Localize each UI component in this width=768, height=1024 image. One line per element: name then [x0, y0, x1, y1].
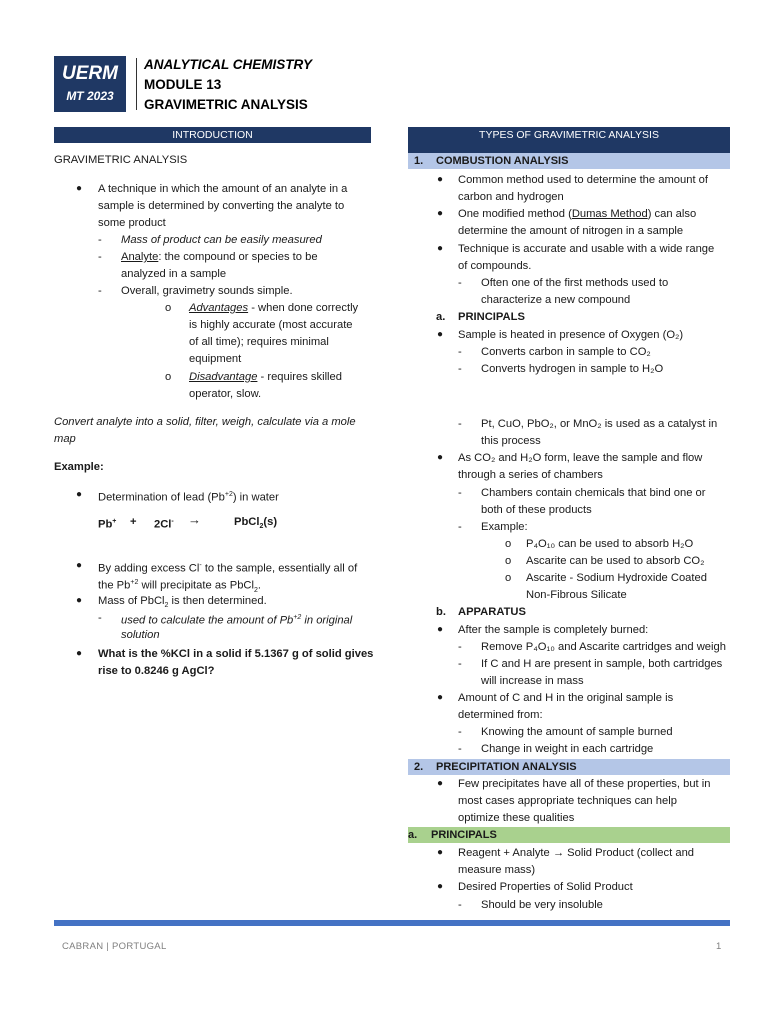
circle-bullet-icon: o [505, 555, 512, 567]
sub-point: Converts carbon in sample to CO₂ [481, 346, 651, 358]
dash-icon: - [98, 251, 102, 263]
combustion-line: Technique is accurate and usable with a wide range [458, 243, 715, 255]
apparatus-line: After the sample is completely burned: [458, 624, 649, 636]
sub-point: will increase in mass [481, 675, 584, 687]
precipitation-line: most cases appropriate techniques can help [458, 795, 677, 807]
example-item: P₄O₁₀ can be used to absorb H₂O [526, 538, 694, 550]
convert-note: map [54, 433, 76, 445]
intro-line: sample is determined by converting the analyte to [98, 200, 345, 212]
dash-icon: - [98, 234, 102, 246]
logo-line1: UERM [62, 63, 118, 84]
chloride-line: the $Pb^{+2}$ will precipitate as PbCl$_2$. [98, 579, 262, 594]
advantages-line: Advantages - when done correctly [189, 302, 359, 314]
equation-reactant-cl: 2Cl- [154, 518, 174, 531]
circle-bullet-icon: o [165, 371, 172, 383]
sub-point: Chambers contain chemicals that bind one or [481, 487, 706, 499]
logo-line2: MT 2023 [66, 89, 114, 103]
sub-point: equipment [189, 353, 242, 365]
combustion-heading: 1. COMBUSTION ANALYSIS [408, 153, 730, 169]
combustion-line: carbon and hydrogen [458, 191, 564, 203]
bullet-icon: ● [437, 329, 444, 340]
analyte-term: Analyte [121, 251, 159, 263]
sub-point: Mass of product can be easily measured [121, 234, 322, 246]
dash-icon: - [458, 521, 462, 533]
sub-point: If C and H are present in sample, both cartridges [481, 658, 723, 670]
precipitation-principals-heading: a. PRINCIPALS [408, 827, 730, 843]
apparatus-label: b. [436, 606, 446, 618]
principal-line: through a series of chambers [458, 469, 603, 481]
bullet-icon: ● [437, 692, 444, 703]
sub-point: Knowing the amount of sample burned [481, 726, 673, 738]
principal-line: As CO₂ and H₂O form, leave the sample and flow [458, 452, 703, 464]
bullet-icon: ● [437, 847, 444, 858]
bullet-icon: ● [76, 595, 83, 606]
dash-icon: - [458, 641, 462, 653]
dash-icon: - [458, 658, 462, 670]
sub-point: characterize a new compound [481, 294, 631, 306]
dash-icon: - [458, 726, 462, 738]
sub-point: Change in weight in each cartridge [481, 743, 654, 755]
intro-subtitle: GRAVIMETRIC ANALYSIS [54, 154, 188, 166]
bullet-icon: ● [437, 881, 444, 892]
circle-bullet-icon: o [165, 302, 172, 314]
dash-icon: - [458, 346, 462, 358]
dash-icon: - [458, 277, 462, 289]
sub-point: of all time); requires minimal [189, 336, 329, 348]
sub-point: Should be very insoluble [481, 899, 603, 911]
dash-icon: - [458, 743, 462, 755]
question-text: rise to 0.8246 g AgCl? [98, 665, 215, 677]
principal-line: Sample is heated in presence of Oxygen (O₂) [458, 329, 684, 341]
question-text: What is the %KCl in a solid if 5.1367 g of solid gives [98, 648, 374, 660]
sub-point: analyzed in a sample [121, 268, 227, 280]
equation-plus: + [130, 516, 137, 528]
uerm-logo [54, 56, 126, 112]
circle-bullet-icon: o [505, 538, 512, 550]
dash-icon: - [458, 418, 462, 430]
example-label: Example: [54, 461, 104, 473]
bullet-icon: ● [437, 624, 444, 635]
bullet-icon: ● [437, 778, 444, 789]
calc-line: used to calculate the amount of $Pb^{+2}$ in original [121, 614, 353, 627]
sub-point: Often one of the first methods used to [481, 277, 669, 289]
course-title: ANALYTICAL CHEMISTRY [144, 57, 313, 72]
types-header: TYPES OF GRAVIMETRIC ANALYSIS [408, 127, 730, 153]
sub-point: both of these products [481, 504, 592, 516]
principals-label: a. [436, 311, 446, 323]
dash-icon: - [98, 612, 102, 624]
advantages-term: Advantages [189, 302, 249, 314]
bullet-icon: ● [437, 243, 444, 254]
footer-rule [54, 920, 730, 926]
page-number: 1 [716, 941, 722, 952]
dumas-line: One modified method (Dumas Method) can also [458, 208, 697, 220]
precipitation-line: Few precipitates have all of these properties, but in [458, 778, 711, 790]
sub-point: operator, slow. [189, 388, 262, 400]
sub-point: Remove P₄O₁₀ and Ascarite cartridges and weigh [481, 641, 726, 653]
analyte-definition: Analyte: the compound or species to be [121, 251, 318, 263]
sub-point: Overall, gravimetry sounds simple. [121, 285, 293, 297]
precipitation-heading: 2. PRECIPITATION ANALYSIS [408, 759, 730, 775]
principals-heading: PRINCIPALS [458, 311, 525, 323]
bullet-icon: ● [76, 183, 83, 194]
principal-line: measure mass) [458, 864, 536, 876]
chloride-line: By adding excess Cl- to the sample, essentially all of [98, 562, 358, 575]
equation-product: PbCl$_2$(s) [234, 516, 278, 531]
disadvantage-line: Disadvantage - requires skilled [189, 371, 342, 383]
combustion-line: determine the amount of nitrogen in a sample [458, 225, 684, 237]
bullet-icon: ● [437, 174, 444, 185]
example-line: Determination of lead $(Pb^{+2})$ in water [98, 491, 279, 504]
apparatus-heading: APPARATUS [458, 606, 526, 618]
bullet-icon: ● [437, 452, 444, 463]
equation-reactant-pb: Pb+ [98, 518, 117, 531]
introduction-header: INTRODUCTION [54, 127, 371, 143]
disadvantage-term: Disadvantage [189, 371, 258, 383]
intro-line: some product [98, 217, 166, 229]
combustion-line: of compounds. [458, 260, 532, 272]
intro-line: A technique in which the amount of an analyte in a [98, 183, 348, 195]
dash-icon: - [458, 899, 462, 911]
sub-point: solution [121, 629, 160, 641]
dash-icon: - [458, 487, 462, 499]
dumas-method-term: Dumas Method [571, 208, 648, 220]
module-title: GRAVIMETRIC ANALYSIS [144, 97, 308, 112]
arrow-icon: → [188, 512, 201, 527]
sub-point: Converts hydrogen in sample to H₂O [481, 363, 664, 375]
dash-icon: - [98, 285, 102, 297]
apparatus-line: Amount of C and H in the original sample is [458, 692, 674, 704]
module-number: MODULE 13 [144, 77, 222, 92]
bullet-icon: ● [76, 648, 83, 659]
sub-point: Example: [481, 521, 528, 533]
circle-bullet-icon: o [505, 572, 512, 584]
bullet-icon: ● [76, 560, 83, 571]
convert-note: Convert analyte into a solid, filter, weigh, calculate via a mole [54, 416, 356, 428]
sub-point: Pt, CuO, PbO₂, or MnO₂ is used as a catalyst in [481, 418, 718, 430]
principal-line: Reagent + Analyte → Solid Product (collect and [458, 847, 695, 859]
example-item: Ascarite - Sodium Hydroxide Coated [526, 572, 707, 584]
footer-authors: CABRAN | PORTUGAL [62, 941, 167, 952]
apparatus-line: determined from: [458, 709, 543, 721]
combustion-line: Common method used to determine the amount of [458, 174, 708, 186]
sub-point: is highly accurate (most accurate [189, 319, 353, 331]
example-item: Non-Fibrous Silicate [526, 589, 627, 601]
bullet-icon: ● [437, 208, 444, 219]
precipitation-line: optimize these qualities [458, 812, 575, 824]
mass-line: Mass of PbCl$_2$ is then determined. [98, 595, 267, 610]
sub-point: this process [481, 435, 541, 447]
bullet-icon: ● [76, 489, 83, 500]
principal-line: Desired Properties of Solid Product [458, 881, 633, 893]
example-item: Ascarite can be used to absorb CO₂ [526, 555, 705, 567]
dash-icon: - [458, 363, 462, 375]
header-divider [136, 58, 137, 110]
